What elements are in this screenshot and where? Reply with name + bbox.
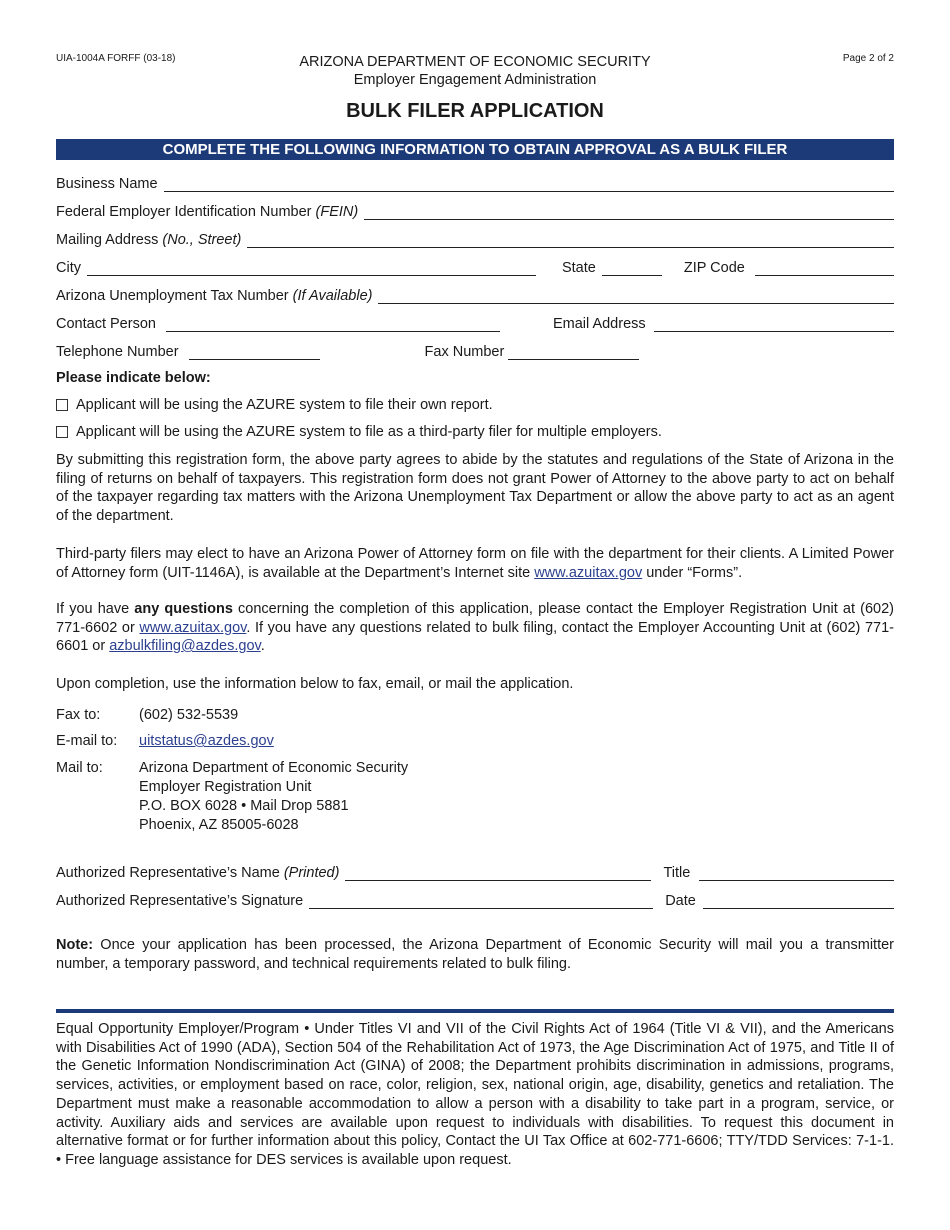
third-party-label: Applicant will be using the AZURE system to file as a third-party filer for multiple employers.: [76, 424, 662, 440]
questions-paragraph: If you have any questions concerning the completion of this application, please contact the Employer Registration Unit at (602) 771-6602 or www.azuitax.gov. If you have any questions related to bulk filing, contact the Employer Accounting Unit at (602) 771-6601 or azbulkfiling@azdes.gov.: [56, 601, 895, 654]
page-number: Page 2 of 2: [842, 53, 894, 64]
contact-email-row: [56, 312, 894, 332]
rep-signature-field[interactable]: [309, 894, 653, 909]
fein-label: Federal Employer Identification Number (FEIN): [56, 204, 359, 220]
email-label: Email Address: [552, 316, 646, 332]
date-label: Date: [665, 893, 696, 909]
az-tax-number-field[interactable]: [378, 289, 894, 304]
mail-line: Employer Registration Unit: [139, 779, 312, 795]
fax-field[interactable]: [508, 345, 639, 360]
city-state-zip-row: [56, 256, 894, 276]
zip-field[interactable]: [755, 261, 894, 276]
mail-line: Phoenix, AZ 85005-6028: [139, 817, 299, 833]
indicate-heading: Please indicate below:: [56, 370, 211, 386]
telephone-label: Telephone Number: [56, 344, 179, 360]
business-name-field[interactable]: [164, 177, 894, 192]
date-field[interactable]: [703, 894, 894, 909]
rep-name-row: [56, 861, 894, 881]
title-label: Title: [663, 865, 691, 881]
mail-line: Arizona Department of Economic Security: [139, 760, 409, 776]
azuitax-link[interactable]: www.azuitax.gov: [534, 564, 643, 581]
rep-signature-row: [56, 889, 894, 909]
mailing-address-label: Mailing Address (No., Street): [56, 232, 242, 248]
az-tax-number-row: [56, 284, 894, 304]
fein-row: [56, 200, 894, 220]
bulkfiling-email-link[interactable]: azbulkfiling@azdes.gov: [109, 638, 261, 654]
zip-label: ZIP Code: [683, 260, 745, 276]
fax-to-value: (602) 532-5539: [139, 707, 239, 723]
eeo-statement: Equal Opportunity Employer/Program • Under Titles VI and VII of the Civil Rights Act of 1964 (Title VI & VII), and the Americans with Disabilities Act of 1990 (ADA), Section 504 of the Rehabilitation Act of 1973, the Age Discrimination Act of 1975, and Title II of the Genetic Information Nondiscrimination Act (GINA) of 2008; the Department prohibits discrimination in admissions, programs, services, activities, or employment based on race, color, religion, sex, national origin, age, disability, genetics and retaliation. The Department must make a reasonable accommodation to allow a person with a disability to take part in a program, service, or activity. Auxiliary aids and services are available upon request to individuals with disabilities. To request this document in alternative format or for further information about this policy, Contact the UI Tax Office at 602-771-6606; TTY/TDD Services: 7-1-1. • Free language assistance for DES services is available upon request.: [56, 1021, 894, 1168]
rep-signature-label: Authorized Representative’s Signature: [56, 893, 304, 909]
form-code: UIA-1004A FORFF (03-18): [56, 53, 176, 64]
mail-to-label: Mail to:: [56, 760, 103, 776]
option-third-party: [56, 424, 662, 440]
email-field[interactable]: [654, 317, 894, 332]
form-title: BULK FILER APPLICATION: [346, 100, 604, 122]
telephone-field[interactable]: [189, 345, 320, 360]
email-to-link[interactable]: uitstatus@azdes.gov: [139, 733, 274, 749]
note-paragraph: Note: Once your application has been processed, the Arizona Department of Economic Security will mail you a transmitter number, a temporary password, and technical requirements related to bulk filing.: [56, 937, 894, 972]
phone-fax-row: [56, 340, 894, 360]
city-field[interactable]: [87, 261, 536, 276]
division-name: Employer Engagement Administration: [353, 72, 597, 88]
contact-person-field[interactable]: [166, 317, 500, 332]
azuitax-link-2[interactable]: www.azuitax.gov: [139, 619, 247, 636]
mail-line: P.O. BOX 6028 • Mail Drop 5881: [139, 798, 349, 814]
mail-address: [139, 759, 408, 835]
fax-to-label: Fax to:: [56, 707, 101, 723]
business-name-label: Business Name: [56, 176, 158, 192]
agency-name: ARIZONA DEPARTMENT OF ECONOMIC SECURITY: [299, 54, 651, 70]
email-to-label: E-mail to:: [56, 733, 118, 749]
completion-paragraph: Upon completion, use the information below to fax, email, or mail the application.: [56, 676, 574, 692]
poa-paragraph: Third-party filers may elect to have an Arizona Power of Attorney form on file with the department for their clients. A Limited Power of Attorney form (UIT-1146A), is available at the Department’s Internet site www.azuitax.gov under “Forms”.: [56, 546, 894, 581]
title-field[interactable]: [699, 866, 894, 881]
business-name-row: [56, 172, 894, 192]
agency-header: [0, 53, 950, 89]
az-tax-number-label: Arizona Unemployment Tax Number (If Available): [56, 288, 373, 304]
fein-field[interactable]: [364, 205, 894, 220]
contact-person-label: Contact Person: [56, 316, 156, 332]
rep-name-label: Authorized Representative’s Name (Printed): [56, 865, 340, 881]
own-report-label: Applicant will be using the AZURE system to file their own report.: [76, 397, 493, 413]
mailing-address-field[interactable]: [247, 233, 894, 248]
city-label: City: [56, 260, 81, 276]
state-label: State: [561, 260, 596, 276]
footer-divider: [56, 1009, 894, 1013]
instructions-banner: COMPLETE THE FOLLOWING INFORMATION TO OBTAIN APPROVAL AS A BULK FILER: [56, 139, 894, 160]
third-party-checkbox[interactable]: [56, 426, 68, 438]
fax-label: Fax Number: [424, 344, 505, 360]
state-field[interactable]: [602, 261, 662, 276]
rep-name-field[interactable]: [345, 866, 651, 881]
own-report-checkbox[interactable]: [56, 399, 68, 411]
option-own-report: [56, 397, 493, 413]
mailing-address-row: [56, 228, 894, 248]
agreement-paragraph: By submitting this registration form, the above party agrees to abide by the statutes and regulations of the State of Arizona in the filing of returns on behalf of taxpayers. This registration form does not grant Power of Attorney to the above party to act on behalf of the taxpayer regarding tax matters with the Arizona Unemployment Tax Department or allow the above party to act as an agent of the department.: [56, 452, 894, 524]
